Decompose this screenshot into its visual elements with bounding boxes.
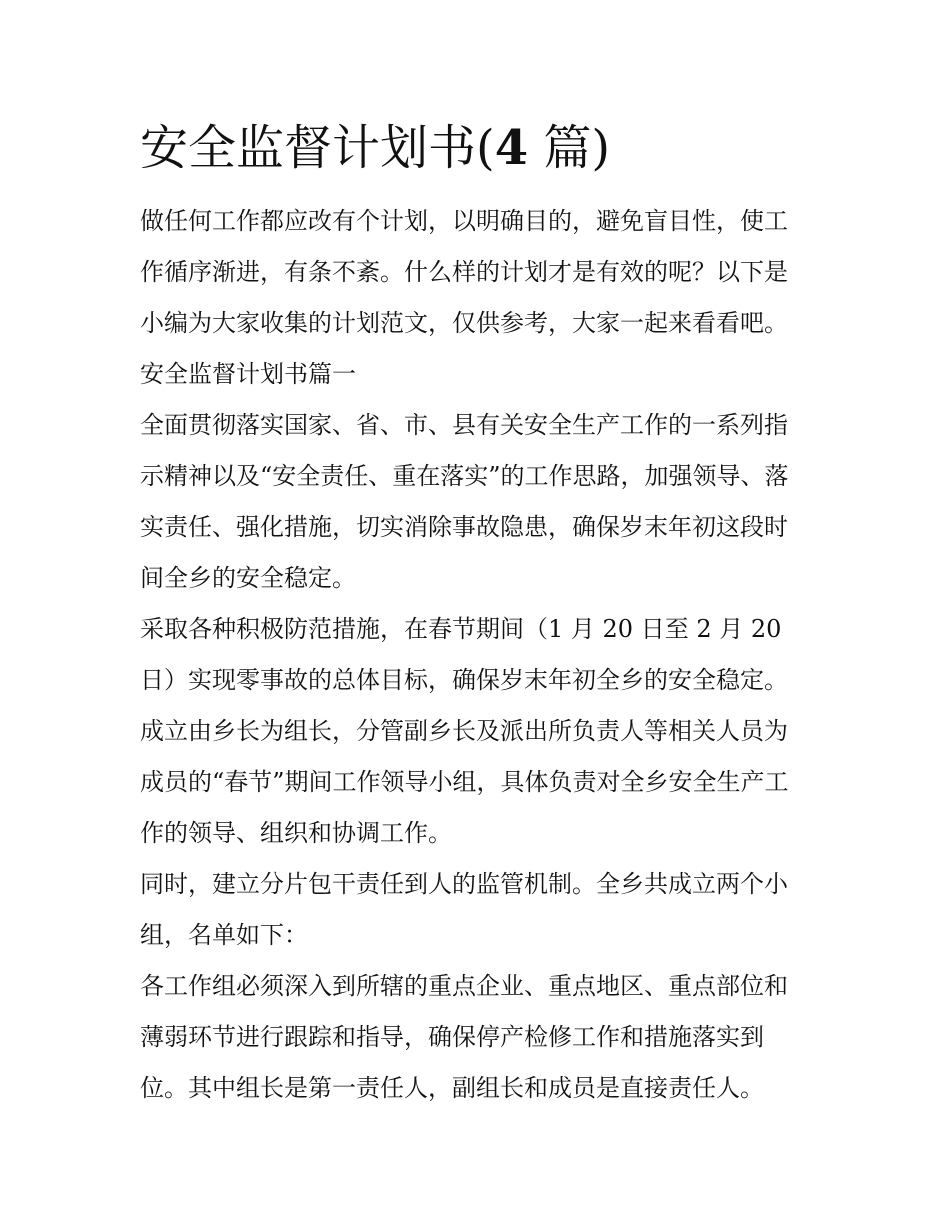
body-line: 各工作组必须深入到所辖的重点企业、重点地区、重点部位和 bbox=[140, 972, 788, 1000]
title-prefix: 安全监督计划书( bbox=[140, 120, 495, 176]
body-line: 日）实现零事故的总体目标，确保岁末年初全乡的安全稳定。 bbox=[140, 666, 788, 694]
body-line: 采取各种积极防范措施，在春节期间（1 月 20 日至 2 月 20 bbox=[140, 615, 782, 643]
body-line: 全面贯彻落实国家、省、市、县有关安全生产工作的一系列指 bbox=[140, 411, 788, 439]
body-line: 小编为大家收集的计划范文，仅供参考，大家一起来看看吧。 bbox=[140, 309, 788, 337]
section-heading: 安全监督计划书篇一 bbox=[140, 360, 356, 388]
body-line: 作循序渐进，有条不紊。什么样的计划才是有效的呢？以下是 bbox=[140, 258, 788, 286]
body-line: 同时，建立分片包干责任到人的监管机制。全乡共成立两个小 bbox=[140, 870, 788, 898]
body-line: 位。其中组长是第一责任人，副组长和成员是直接责任人。 bbox=[140, 1074, 764, 1102]
title-number: 4 bbox=[494, 120, 529, 176]
body-line: 间全乡的安全稳定。 bbox=[140, 564, 356, 592]
body-line: 做任何工作都应改有个计划，以明确目的，避免盲目性，使工 bbox=[140, 207, 788, 235]
body-line: 示精神以及“安全责任、重在落实”的工作思路，加强领导、落 bbox=[140, 462, 789, 490]
body-line: 组，名单如下： bbox=[140, 921, 308, 949]
body-line: 作的领导、组织和协调工作。 bbox=[140, 819, 452, 847]
body-line: 实责任、强化措施，切实消除事故隐患，确保岁末年初这段时 bbox=[140, 513, 788, 541]
document-title bbox=[140, 116, 610, 180]
document-body bbox=[140, 196, 820, 1114]
body-line: 成立由乡长为组长，分管副乡长及派出所负责人等相关人员为 bbox=[140, 717, 788, 745]
body-line: 成员的“春节”期间工作领导小组，具体负责对全乡安全生产工 bbox=[140, 768, 789, 796]
title-suffix: 篇) bbox=[528, 120, 611, 176]
body-line: 薄弱环节进行跟踪和指导，确保停产检修工作和措施落实到 bbox=[140, 1023, 764, 1051]
